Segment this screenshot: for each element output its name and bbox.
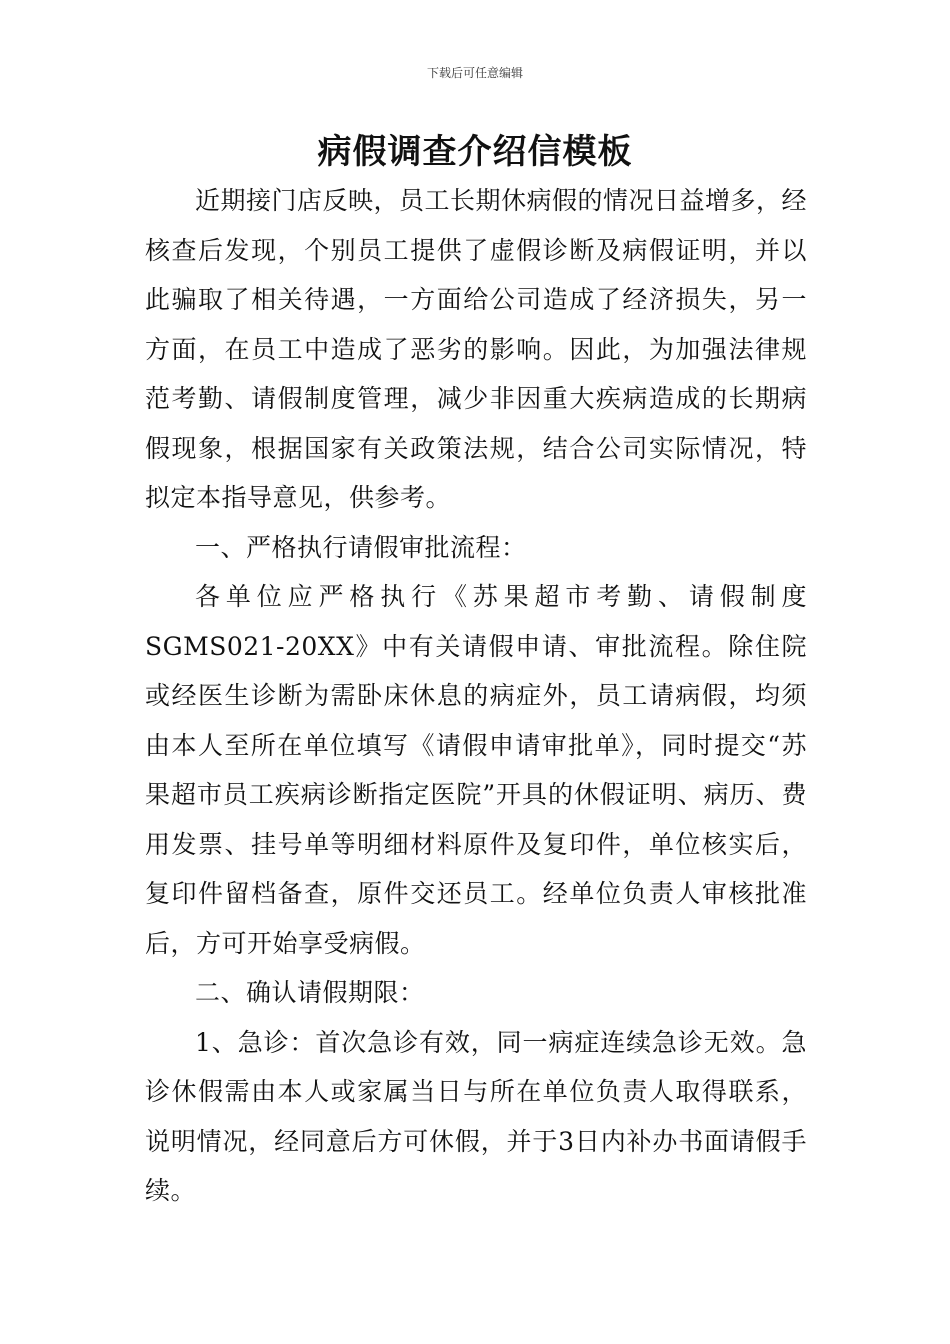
section-1-paragraph: 各单位应严格执行《苏果超市考勤、请假制度SGMS021-20XX》中有关请假申请、审批流程。除住院或经医生诊断为需卧床休息的病症外，员工请病假，均须由本人至所在单位填写《请假申请审批单》，同时提交“苏果超市员工疾病诊断指定医院”开具的休假证明、病历、费用发票、挂号单等明细材料原件及复印件，单位核实后，复印件留档备查，原件交还员工。经单位负责人审核批准后，方可开始享受病假。 [145, 582, 807, 958]
document-body [145, 176, 807, 1216]
section-2-item-1: 1、急诊：首次急诊有效，同一病症连续急诊无效。急诊休假需由本人或家属当日与所在单位负责人取得联系，说明情况，经同意后方可休假，并于3日内补办书面请假手续。 [145, 1027, 807, 1205]
section-heading-1: 一、严格执行请假审批流程： [195, 532, 527, 562]
section-heading-2: 二、确认请假期限： [195, 978, 425, 1007]
intro-paragraph: 近期接门店反映，员工长期休病假的情况日益增多，经核查后发现，个别员工提供了虚假诊断及病假证明，并以此骗取了相关待遇，一方面给公司造成了经济损失，另一方面，在员工中造成了恶劣的影响。因此，为加强法律规范考勤、请假制度管理，减少非因重大疾病造成的长期病假现象，根据国家有关政策法规，结合公司实际情况，特拟定本指导意见，供参考。 [145, 186, 808, 512]
document-title: 病假调查介绍信模板 [317, 132, 633, 172]
header-note: 下载后可任意编辑 [426, 66, 523, 80]
